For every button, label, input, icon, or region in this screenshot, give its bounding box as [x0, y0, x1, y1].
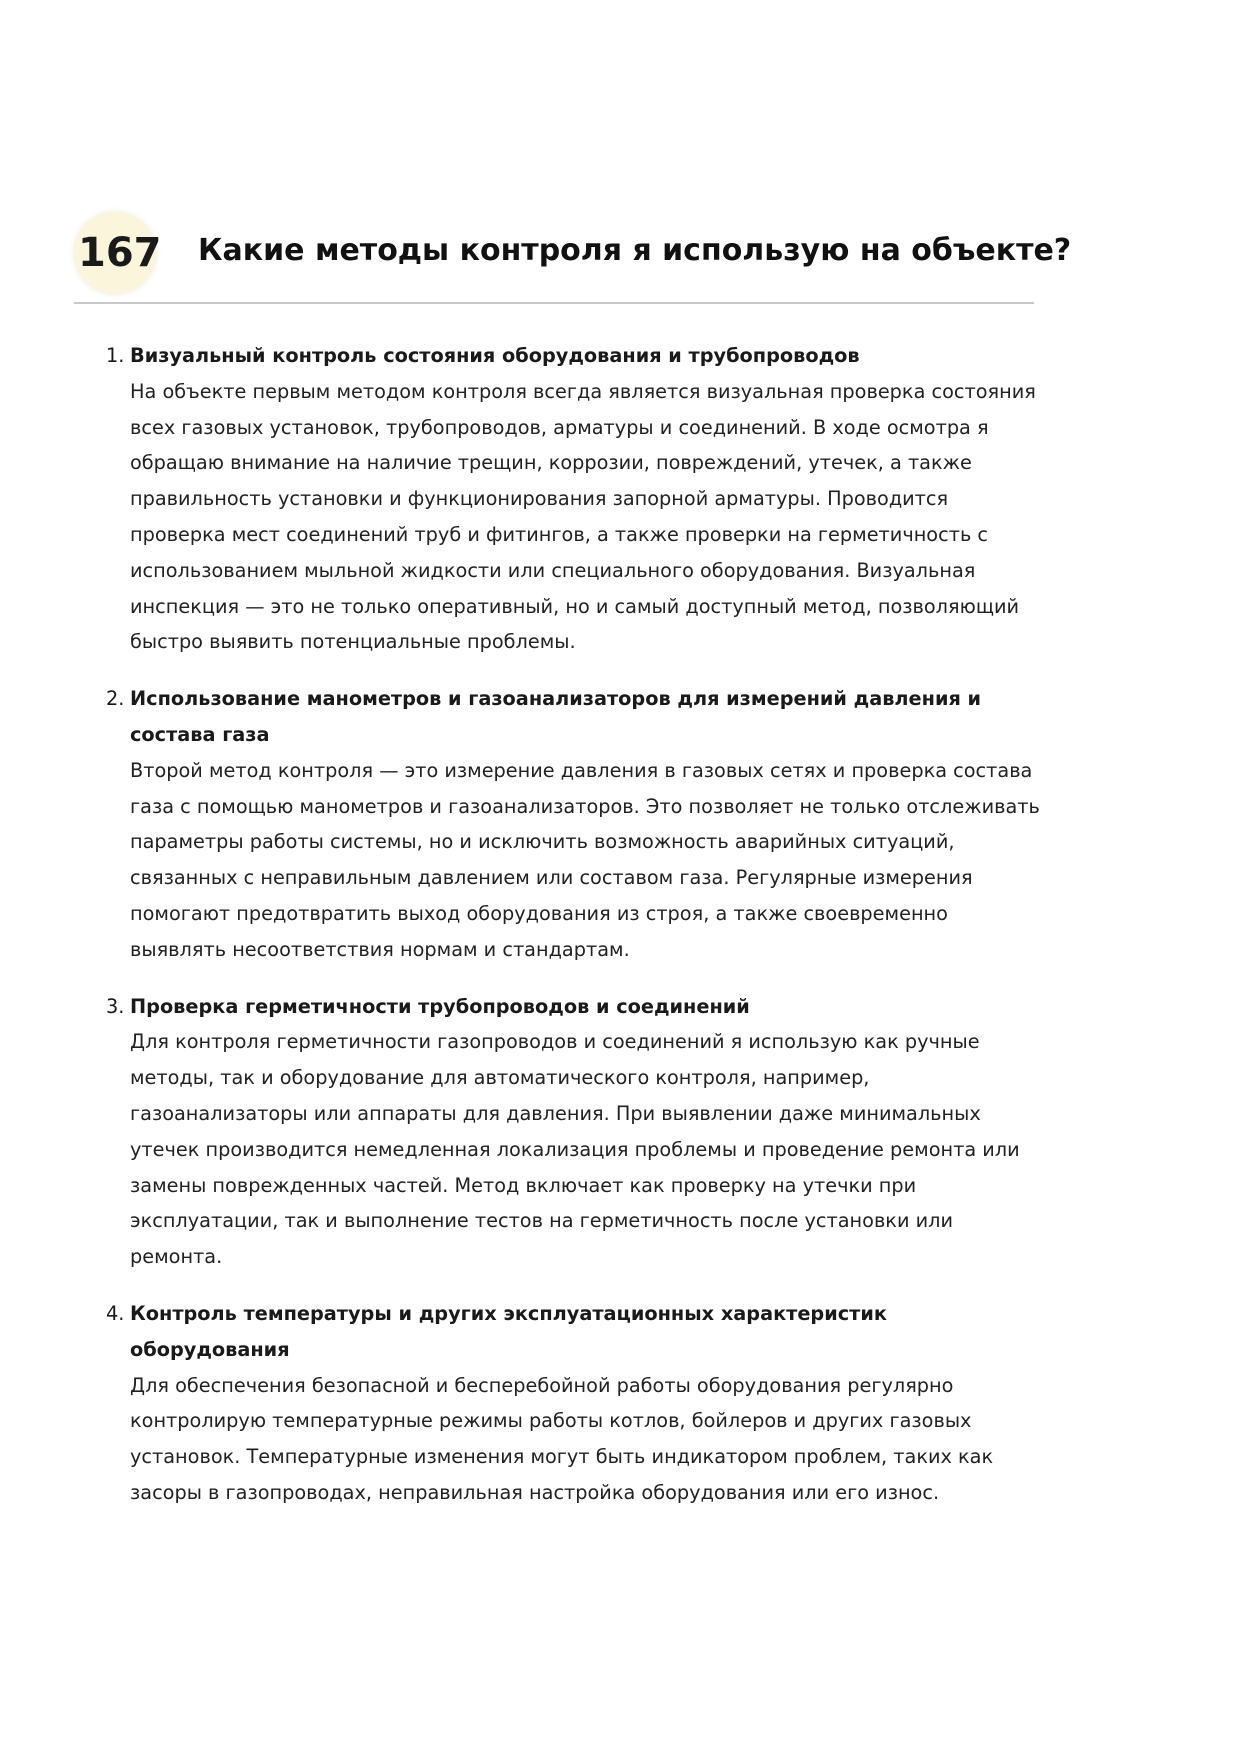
list-item-heading: Контроль температуры и других эксплуатационных характеристик оборудования	[130, 1301, 887, 1361]
list-item-body: Для обеспечения безопасной и бесперебойной работы оборудования регулярно контролирую температурные режимы работы котлов, бойлеров и других газовых установок. Температурные изменения могут быть индикатором проблем, таких как засоры в газопроводах, неправильная настройка оборудования или его износ.	[130, 1373, 994, 1504]
list-item-body: Второй метод контроля — это измерение давления в газовых сетях и проверка состава газа с помощью манометров и газоанализаторов. Это позволяет не только отслеживать параметры работы системы, но и исключить возможность аварийных ситуаций, связанных с неправильным давлением или составом газа. Регулярные измерения помогают предотвратить выход оборудования из строя, а также своевременно выявлять несоответствия нормам и стандартам.	[130, 758, 1040, 961]
list-item	[100, 681, 1045, 967]
answer-list	[100, 338, 1045, 1532]
question-title: Какие методы контроля я использую на объекте?	[198, 233, 1072, 268]
question-header	[74, 208, 1072, 304]
list-item-heading: Визуальный контроль состояния оборудования и трубопроводов	[130, 344, 860, 367]
list-item-body: На объекте первым методом контроля всегда является визуальная проверка состояния всех газовых установок, трубопроводов, арматуры и соединений. В ходе осмотра я обращаю внимание на наличие трещин, коррозии, повреждений, утечек, а также правильность установки и функционирования запорной арматуры. Проводится проверка мест соединений труб и фитингов, а также проверки на герметичность с использованием мыльной жидкости или специального оборудования. Визуальная инспекция — это не только оперативный, но и самый доступный метод, позволяющий быстро выявить потенциальные проблемы.	[130, 379, 1036, 654]
list-item	[100, 338, 1045, 660]
list-item-number: 2.	[106, 687, 125, 711]
list-item-number: 4.	[106, 1301, 125, 1325]
question-number: 167	[78, 230, 162, 276]
question-number-badge	[74, 212, 162, 294]
list-item-heading: Проверка герметичности трубопроводов и соединений	[130, 994, 750, 1018]
list-item	[100, 1296, 1045, 1511]
list-item	[100, 989, 1045, 1275]
list-item-heading: Использование манометров и газоанализаторов для измерений давления и состава газа	[130, 687, 982, 746]
list-item-number: 1.	[106, 344, 125, 367]
list-item-body: Для контроля герметичности газопроводов и соединений я использую как ручные методы, так и оборудование для автоматического контроля, например, газоанализаторы или аппараты для давления. При выявлении даже минимальных утечек производится немедленная локализация проблемы и проведение ремонта или замены поврежденных частей. Метод включает как проверку на утечки при эксплуатации, так и выполнение тестов на герметичность после установки или ремонта.	[130, 1030, 1020, 1269]
list-item-number: 3.	[106, 994, 125, 1018]
